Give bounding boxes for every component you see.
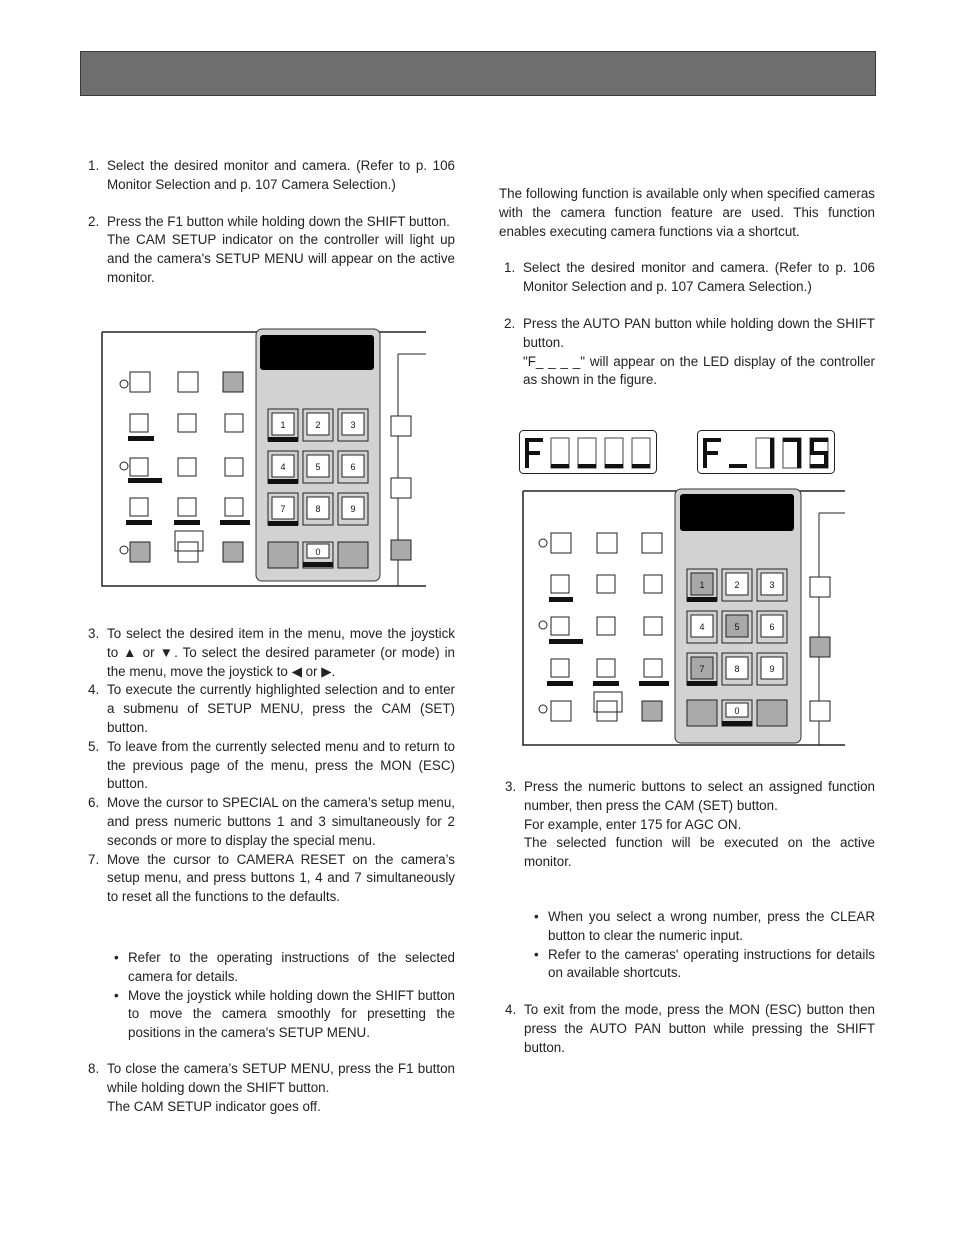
controller-panel-left	[100, 326, 428, 589]
svg-text:2: 2	[315, 420, 321, 430]
svg-text:7: 7	[699, 664, 705, 674]
notes-right	[500, 908, 875, 983]
note-item: • Move the joystick while holding down the SHIFT button to move the camera smoothly for presetting the positions in the camera's SETUP MENU.	[114, 987, 455, 1041]
section-header-bar	[80, 51, 876, 96]
svg-text:0: 0	[734, 706, 740, 716]
svg-text:8: 8	[315, 504, 321, 514]
svg-text:1: 1	[280, 420, 286, 430]
svg-text:6: 6	[769, 622, 775, 632]
svg-text:0: 0	[315, 547, 321, 557]
step-3-right: 3. Press the numeric buttons to select an assigned function number, then press the CAM (SET) button. For example, enter 175 for AGC ON. The selected function will be executed on the active monitor.	[505, 779, 875, 870]
left-steps-top	[83, 157, 455, 288]
step-5-left: 5. To leave from the currently selected menu and to return to the previous page of the menu, press the MON (ESC) button.	[88, 738, 455, 792]
controller-panel-right	[521, 487, 847, 749]
step-7-left: 7. Move the cursor to CAMERA RESET on the camera’s setup menu, and press buttons 1, 4 and 7 simultaneously to reset all the functions to the defaults.	[88, 851, 455, 905]
step-4-left: 4. To execute the currently highlighted selection and to enter a submenu of SETUP MENU, press the CAM (SET) button.	[88, 682, 455, 735]
step-3-left: 3. To select the desired item in the menu, move the joystick to ▲ or ▼. To select the desired parameter (or mode) in the menu, move the joystick to ◀ or ▶.	[88, 626, 455, 679]
svg-text:1: 1	[699, 580, 705, 590]
note-item: • When you select a wrong number, press the CLEAR button to clear the numeric input.	[534, 908, 875, 943]
svg-text:4: 4	[280, 462, 286, 472]
right-text-top	[499, 185, 875, 390]
svg-text:2: 2	[734, 580, 740, 590]
step-8-left: 8. To close the camera’s SETUP MENU, press the F1 button while holding down the SHIFT button. The CAM SETUP indicator goes off.	[88, 1060, 455, 1114]
led-display-example-175	[697, 430, 835, 474]
controller-illustration	[521, 487, 847, 749]
intro-paragraph: The following function is available only when specified cameras with the camera function feature are used. This function enables executing camera functions via a shortcut.	[499, 186, 875, 239]
svg-text:3: 3	[769, 580, 775, 590]
step-2-left: 2. Press the F1 button while holding down the SHIFT button. The CAM SETUP indicator on the controller will light up and the camera's SETUP MENU will appear on the active monitor.	[88, 213, 455, 285]
svg-text:3: 3	[350, 420, 356, 430]
controller-illustration	[100, 326, 428, 589]
right-text-bottom	[500, 778, 875, 1058]
svg-text:6: 6	[350, 462, 356, 472]
notes-left	[83, 949, 455, 1043]
step-1-left: 1. Select the desired monitor and camera. (Refer to p. 106 Monitor Selection and p. 107 Camera Selection.)	[88, 158, 455, 192]
led-display-blank	[519, 430, 657, 474]
step-1-right: 1. Select the desired monitor and camera. (Refer to p. 106 Monitor Selection and p. 107 Camera Selection.)	[504, 260, 875, 295]
svg-text:7: 7	[280, 504, 286, 514]
svg-text:5: 5	[315, 462, 321, 472]
svg-text:4: 4	[699, 622, 705, 632]
svg-text:8: 8	[734, 664, 740, 674]
svg-text:5: 5	[734, 622, 740, 632]
step-6-left: 6. Move the cursor to SPECIAL on the camera’s setup menu, and press numeric buttons 1 and 3 simultaneously for 2 seconds or more to display the special menu.	[88, 795, 455, 848]
note-item: • Refer to the operating instructions of the selected camera for details.	[114, 949, 455, 984]
left-steps-middle	[83, 625, 455, 1116]
note-item: • Refer to the cameras' operating instructions for details on available shortcuts.	[534, 946, 875, 981]
svg-text:9: 9	[769, 664, 775, 674]
step-4-right: 4. To exit from the mode, press the MON (ESC) button then press the AUTO PAN button while pressing the SHIFT button.	[505, 1002, 875, 1055]
svg-text:9: 9	[350, 504, 356, 514]
step-2-right: 2. Press the AUTO PAN button while holding down the SHIFT button. "F_ _ _ _" will appear on the LED display of the controller as shown in the figure.	[504, 315, 875, 388]
